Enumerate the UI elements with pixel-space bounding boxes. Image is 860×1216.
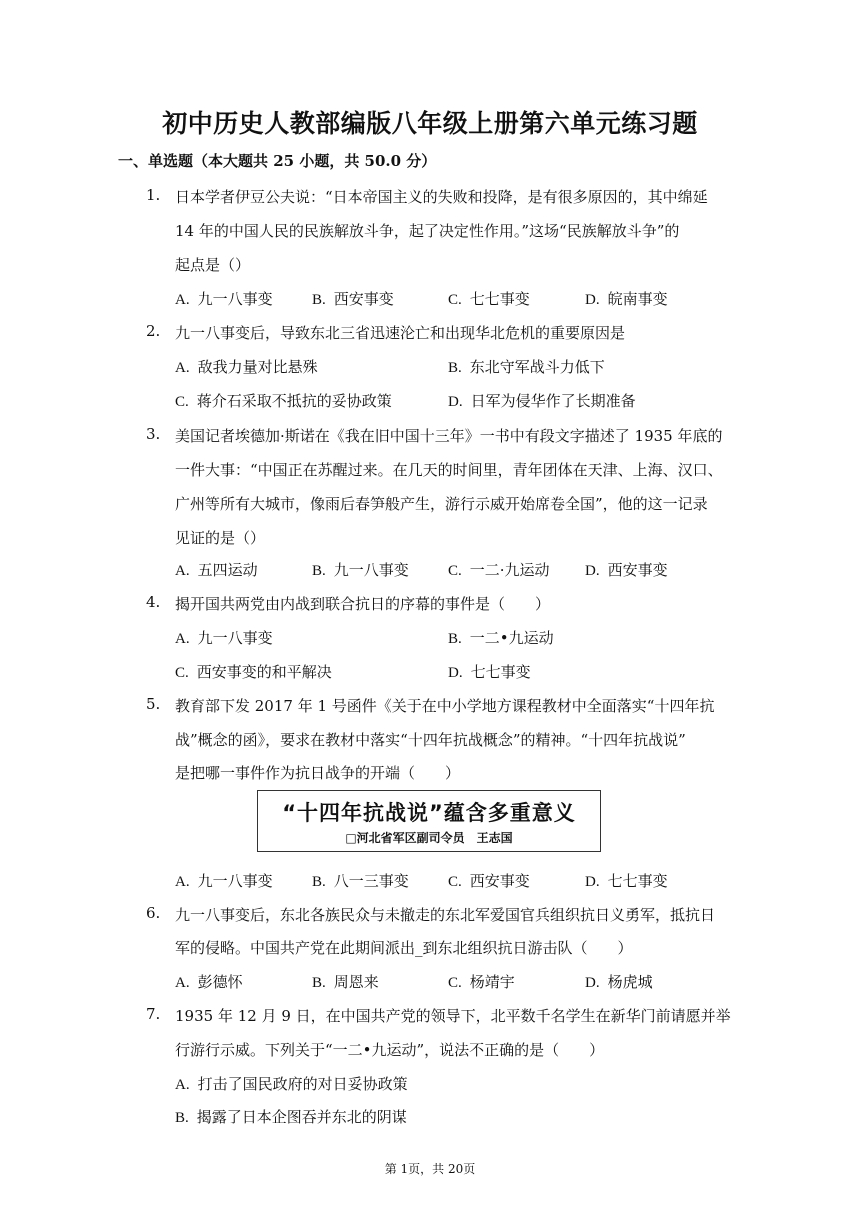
- option-a: A. 彭德怀: [175, 973, 243, 991]
- question-text-line: 日本学者伊豆公夫说：“日本帝国主义的失败和投降，是有很多原因的，其中绵延: [175, 188, 708, 206]
- option-b: B. 八一三事变: [312, 872, 409, 890]
- option-c: C. 西安事变: [448, 872, 530, 890]
- option-b: B. 九一八事变: [312, 561, 409, 579]
- question-text-line: 军的侵略。中国共产党在此期间派出_到东北组织抗日游击队（ ）: [175, 939, 633, 957]
- option-d: D. 七七事变: [585, 872, 668, 890]
- option-d: D. 日军为侵华作了长期准备: [448, 392, 636, 410]
- question-text-line: 一件大事：“中国正在苏醒过来。在几天的时间里，青年团体在天津、上海、汉口、: [175, 461, 723, 479]
- option-b: B. 西安事变: [312, 290, 394, 308]
- option-a: A. 敌我力量对比悬殊: [175, 358, 318, 376]
- option-c: C. 一二·九运动: [448, 561, 550, 579]
- question-text-line: 九一八事变后，导致东北三省迅速沦亡和出现华北危机的重要原因是: [175, 324, 626, 342]
- page-title: 初中历史人教部编版八年级上册第六单元练习题: [162, 109, 698, 138]
- question-text-line: 揭开国共两党由内战到联合抗日的序幕的事件是（ ）: [175, 595, 551, 613]
- option-b: B. 东北守军战斗力低下: [448, 358, 605, 376]
- question-text-line: 行游行示威。下列关于“一二•九运动”，说法不正确的是（ ）: [175, 1041, 605, 1059]
- question-text-line: 1935 年 12 月 9 日，在中国共产党的领导下，北平数千名学生在新华门前请愿并举: [175, 1007, 731, 1025]
- option-c: C. 蒋介石采取不抵抗的妥协政策: [175, 392, 392, 410]
- option-a: A. 九一八事变: [175, 872, 273, 890]
- question-number: 5.: [146, 695, 161, 713]
- clipping-headline: “十四年抗战说”蕴含多重意义: [282, 801, 576, 825]
- question-number: 2.: [146, 322, 161, 340]
- question-text-line: 14 年的中国人民的民族解放斗争，起了决定性作用。”这场“民族解放斗争”的: [175, 222, 680, 240]
- clipping-byline: □河北省军区副司令员 王志国: [345, 831, 513, 845]
- option-c: C. 西安事变的和平解决: [175, 663, 332, 681]
- question-number: 4.: [146, 593, 161, 611]
- question-number: 6.: [146, 904, 161, 922]
- question-number: 1.: [146, 186, 161, 204]
- question-text-line: 是把哪一事件作为抗日战争的开端（ ）: [175, 764, 461, 782]
- option-a: A. 打击了国民政府的对日妥协政策: [175, 1075, 408, 1093]
- option-c: C. 杨靖宇: [448, 973, 515, 991]
- question-number: 7.: [146, 1005, 161, 1023]
- option-c: C. 七七事变: [448, 290, 530, 308]
- question-text-line: 战”概念的函》，要求在教材中落实“十四年抗战概念”的精神。“十四年抗战说”: [175, 731, 686, 749]
- option-d: D. 皖南事变: [585, 290, 668, 308]
- question-number: 3.: [146, 425, 161, 443]
- page-footer: 第 1页，共 20页: [384, 1162, 476, 1176]
- question-text-line: 教育部下发 2017 年 1 号函件《关于在中小学地方课程教材中全面落实“十四年抗: [175, 697, 715, 715]
- option-a: A. 九一八事变: [175, 290, 273, 308]
- option-d: D. 七七事变: [448, 663, 531, 681]
- option-d: D. 杨虎城: [585, 973, 653, 991]
- question-text-line: 广州等所有大城市，像雨后春笋般产生，游行示威开始席卷全国”，他的这一记录: [175, 495, 708, 513]
- option-a: A. 五四运动: [175, 561, 258, 579]
- section-heading: 一、单选题（本大题共 25 小题，共 50.0 分）: [118, 152, 437, 170]
- question-text-line: 美国记者埃德加·斯诺在《我在旧中国十三年》一书中有段文字描述了 1935 年底的: [175, 427, 723, 445]
- option-b: B. 一二•九运动: [448, 629, 554, 647]
- option-b: B. 周恩来: [312, 973, 379, 991]
- option-d: D. 西安事变: [585, 561, 668, 579]
- newspaper-clipping-image: [257, 790, 601, 852]
- question-text-line: 九一八事变后，东北各族民众与未撤走的东北军爱国官兵组织抗日义勇军，抵抗日: [175, 906, 716, 924]
- option-b: B. 揭露了日本企图吞并东北的阴谋: [175, 1108, 407, 1126]
- option-a: A. 九一八事变: [175, 629, 273, 647]
- question-text-line: 起点是（）: [175, 256, 251, 274]
- question-text-line: 见证的是（）: [175, 529, 266, 547]
